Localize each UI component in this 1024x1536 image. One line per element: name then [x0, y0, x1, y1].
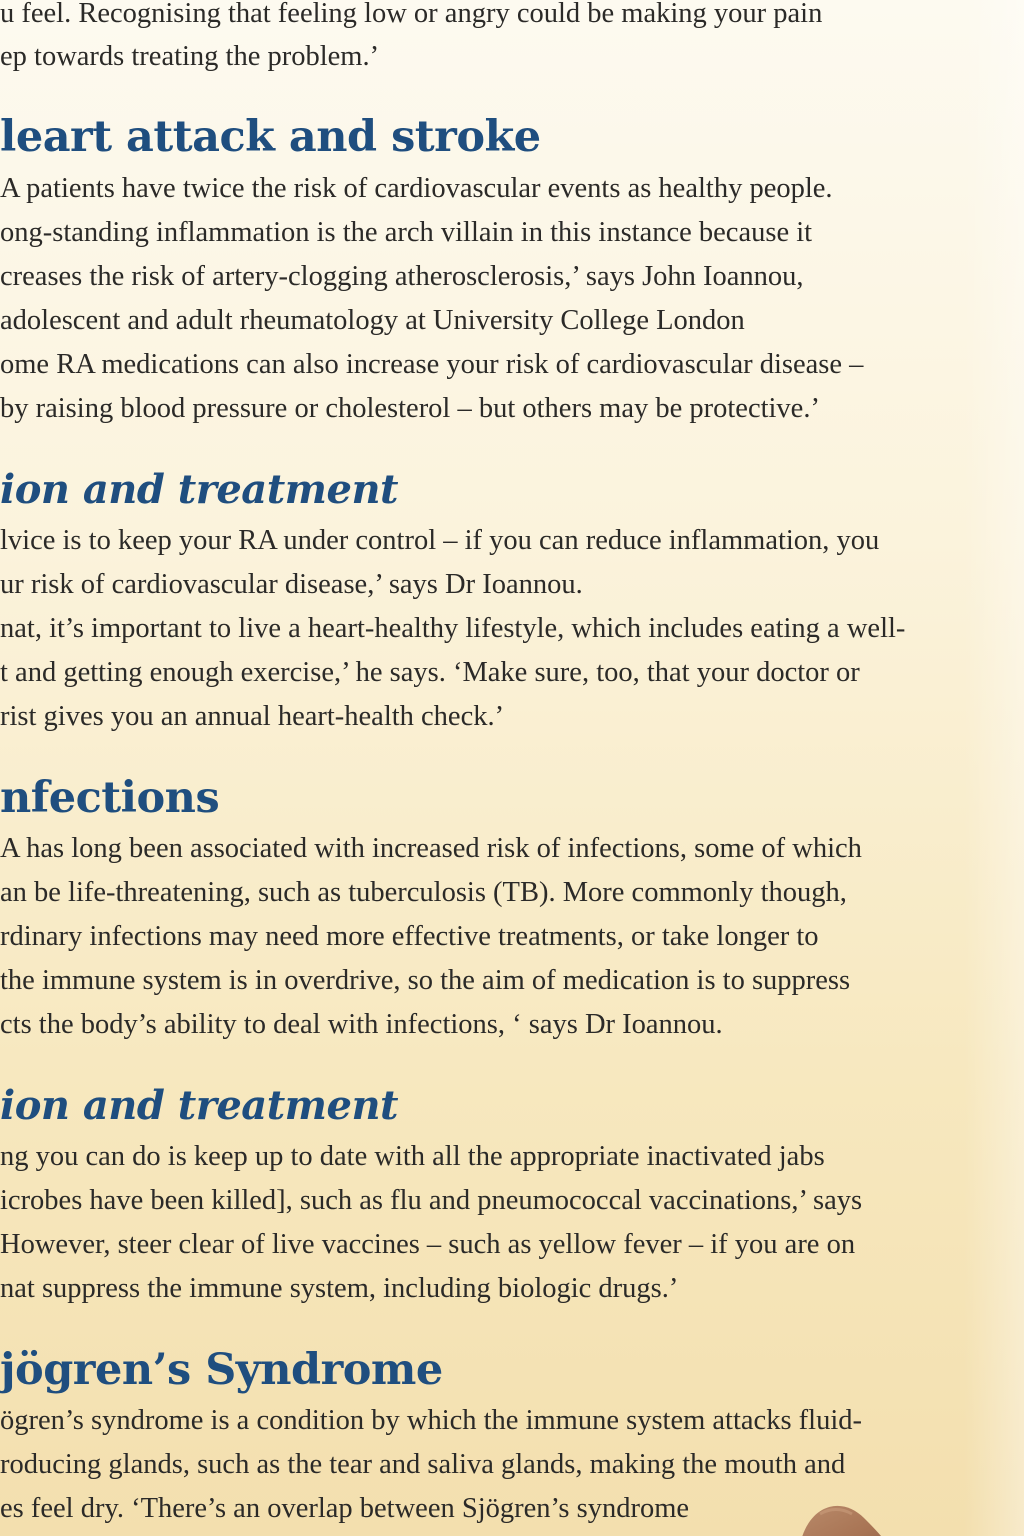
body-line: roducing glands, such as the tear and saliva glands, making the mouth and [0, 1449, 846, 1480]
section-heading-heart-attack: leart attack and stroke [0, 112, 541, 162]
hand-photo-fragment [790, 1496, 900, 1536]
subheading-prevention-treatment-heart: ion and treatment [0, 466, 399, 513]
body-line: rist gives you an annual heart-health check.’ [0, 701, 505, 732]
body-line: an be life-threatening, such as tuberculosis (TB). More commonly though, [0, 877, 847, 908]
section-heading-infections: nfections [0, 773, 220, 823]
body-line: the immune system is in overdrive, so the aim of medication is to suppress [0, 965, 851, 996]
body-line: A patients have twice the risk of cardiovascular events as healthy people. [0, 173, 833, 204]
body-line: creases the risk of artery-clogging atherosclerosis,’ says John Ioannou, [0, 261, 804, 292]
body-line: nat, it’s important to live a heart-healthy lifestyle, which includes eating a well- [0, 613, 906, 644]
body-line: ng you can do is keep up to date with all the appropriate inactivated jabs [0, 1141, 825, 1172]
body-line: es feel dry. ‘There’s an overlap between Sjögren’s syndrome [0, 1493, 690, 1524]
section-heading-sjogrens: jögren’s Syndrome [0, 1345, 443, 1395]
body-line: rdinary infections may need more effective treatments, or take longer to [0, 921, 819, 952]
body-line: ong-standing inflammation is the arch villain in this instance because it [0, 217, 813, 248]
body-line: ögren’s syndrome is a condition by which the immune system attacks fluid- [0, 1405, 862, 1436]
subheading-prevention-treatment-infections: ion and treatment [0, 1082, 399, 1129]
body-line: However, steer clear of live vaccines – such as yellow fever – if you are on [0, 1229, 856, 1260]
body-line: ome RA medications can also increase your risk of cardiovascular disease – [0, 349, 864, 380]
body-line: by raising blood pressure or cholesterol – but others may be protective.’ [0, 393, 820, 424]
intro-line: ep towards treating the problem.’ [0, 41, 380, 72]
intro-line: u feel. Recognising that feeling low or angry could be making your pain [0, 0, 823, 29]
body-line: lvice is to keep your RA under control – if you can reduce inflammation, you [0, 525, 880, 556]
page-edge-highlight [964, 0, 1024, 1536]
body-line: A has long been associated with increased risk of infections, some of which [0, 833, 862, 864]
body-line: adolescent and adult rheumatology at University College London [0, 305, 745, 336]
body-line: t and getting enough exercise,’ he says. ‘Make sure, too, that your doctor or [0, 657, 860, 688]
body-line: cts the body’s ability to deal with infections, ‘ says Dr Ioannou. [0, 1009, 723, 1040]
body-line: nat suppress the immune system, including biologic drugs.’ [0, 1273, 679, 1304]
body-line: ur risk of cardiovascular disease,’ says Dr Ioannou. [0, 569, 583, 600]
body-line: icrobes have been killed], such as flu and pneumococcal vaccinations,’ says [0, 1185, 863, 1216]
